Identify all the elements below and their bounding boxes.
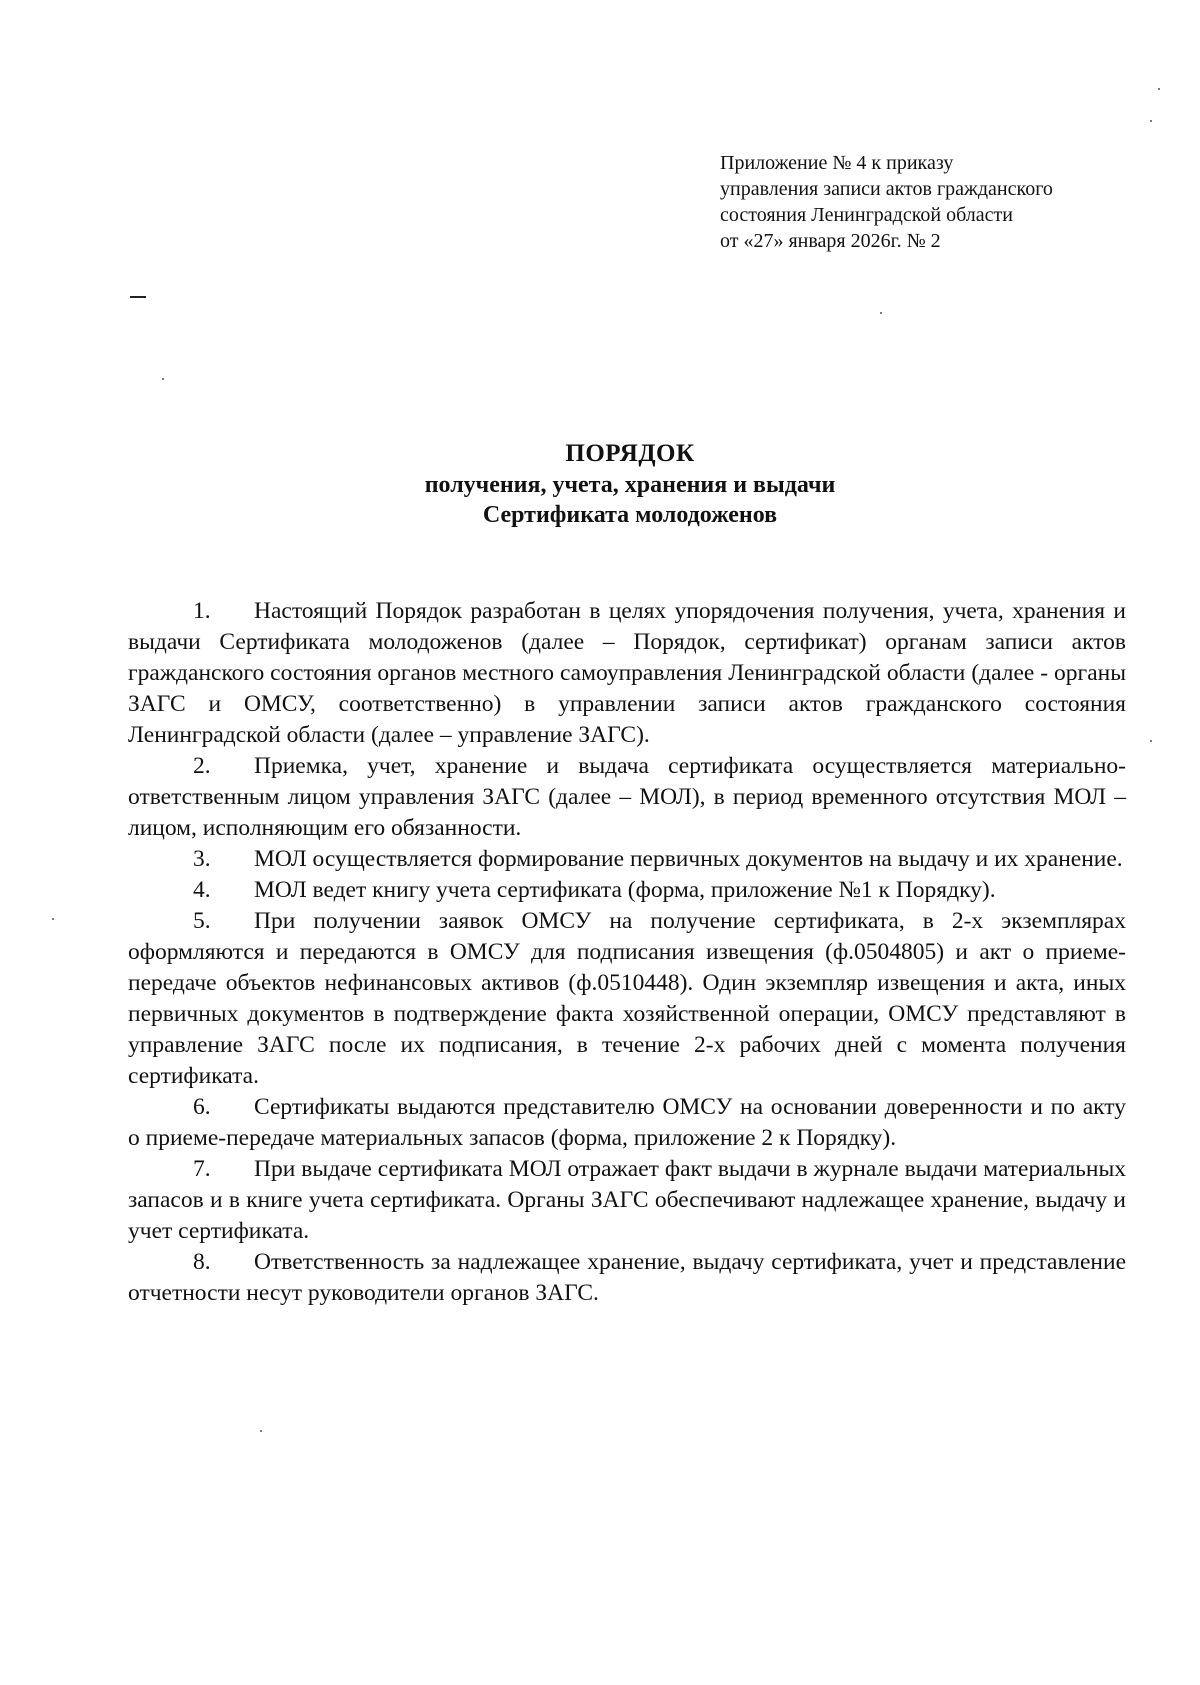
- scan-speck: [1158, 88, 1160, 90]
- paragraph-text: Приемка, учет, хранение и выдача сертификата осуществляется материально-ответственным лицом управления ЗАГС (далее – МОЛ), в период временного отсутствия МОЛ – лицом, исполняющим его обязанности.: [128, 753, 1126, 841]
- paragraph-2: [128, 751, 1126, 844]
- paragraph-text: При выдаче сертификата МОЛ отражает факт выдачи в журнале выдачи материальных запасов и в книге учета сертификата. Органы ЗАГС обеспечивают надлежащее хранение, выдачу и учет сертификата.: [128, 1156, 1126, 1244]
- document-body: [128, 596, 1126, 1309]
- scan-speck: [260, 1430, 262, 1432]
- paragraph-6: [128, 1092, 1126, 1154]
- paragraph-number: 5.: [193, 908, 211, 934]
- appendix-note: [720, 150, 1160, 254]
- scan-speck: [1150, 120, 1152, 122]
- document-title: [0, 438, 1200, 530]
- paragraph-text: МОЛ осуществляется формирование первичных документов на выдачу и их хранение.: [254, 846, 1123, 872]
- paragraph-5: [128, 906, 1126, 1092]
- title-subtitle-2: Сертификата молодоженов: [482, 502, 778, 528]
- paragraph-8: [128, 1247, 1126, 1309]
- title-main: ПОРЯДОК: [565, 440, 695, 467]
- paragraph-number: 4.: [193, 877, 211, 903]
- scan-speck: [880, 312, 882, 314]
- paragraph-1: [128, 596, 1126, 751]
- paragraph-number: 7.: [193, 1156, 211, 1182]
- paragraph-text: При получении заявок ОМСУ на получение сертификата, в 2-х экземплярах оформляются и передаются в ОМСУ для подписания извещения (ф.0504805) и акт о приеме-передаче объектов нефинансовых активов (ф.0510448). Один экземпляр извещения и акта, иных первичных документов в подтверждение факта хозяйственной операции, ОМСУ представляют в управление ЗАГС после их подписания, в течение 2-х рабочих дней с момента получения сертификата.: [128, 908, 1126, 1089]
- paragraph-text: Сертификаты выдаются представителю ОМСУ на основании доверенности и по акту о приеме-передаче материальных запасов (форма, приложение 2 к Порядку).: [128, 1094, 1126, 1151]
- paragraph-number: 1.: [193, 598, 211, 624]
- paragraph-3: [128, 844, 1126, 875]
- scan-speck: [52, 918, 54, 920]
- paragraph-number: 6.: [193, 1094, 211, 1120]
- paragraph-number: 3.: [193, 846, 211, 872]
- paragraph-number: 2.: [193, 753, 211, 779]
- appendix-line-4: от «27» января 2026г. № 2: [720, 230, 941, 252]
- appendix-line-2: управления записи актов гражданского: [720, 178, 1053, 200]
- paragraph-text: Настоящий Порядок разработан в целях упорядочения получения, учета, хранения и выдачи Сертификата молодоженов (далее – Порядок, сертификат) органам записи актов гражданского состояния органов местного самоуправления Ленинградской области (далее - органы ЗАГС и ОМСУ, соответственно) в управлении записи актов гражданского состояния Ленинградской области (далее – управление ЗАГС).: [128, 598, 1126, 748]
- margin-dash-mark: [130, 296, 146, 298]
- scan-speck: [162, 378, 164, 380]
- paragraph-number: 8.: [193, 1249, 211, 1275]
- scan-speck: [1150, 740, 1152, 742]
- paragraph-text: МОЛ ведет книгу учета сертификата (форма, приложение №1 к Порядку).: [254, 877, 996, 903]
- title-subtitle-1: получения, учета, хранения и выдачи: [424, 472, 836, 498]
- paragraph-text: Ответственность за надлежащее хранение, выдачу сертификата, учет и представление отчетности несут руководители органов ЗАГС.: [128, 1249, 1126, 1306]
- paragraph-4: [128, 875, 1126, 906]
- paragraph-7: [128, 1154, 1126, 1247]
- appendix-line-1: Приложение № 4 к приказу: [720, 152, 954, 174]
- appendix-line-3: состояния Ленинградской области: [720, 204, 1013, 226]
